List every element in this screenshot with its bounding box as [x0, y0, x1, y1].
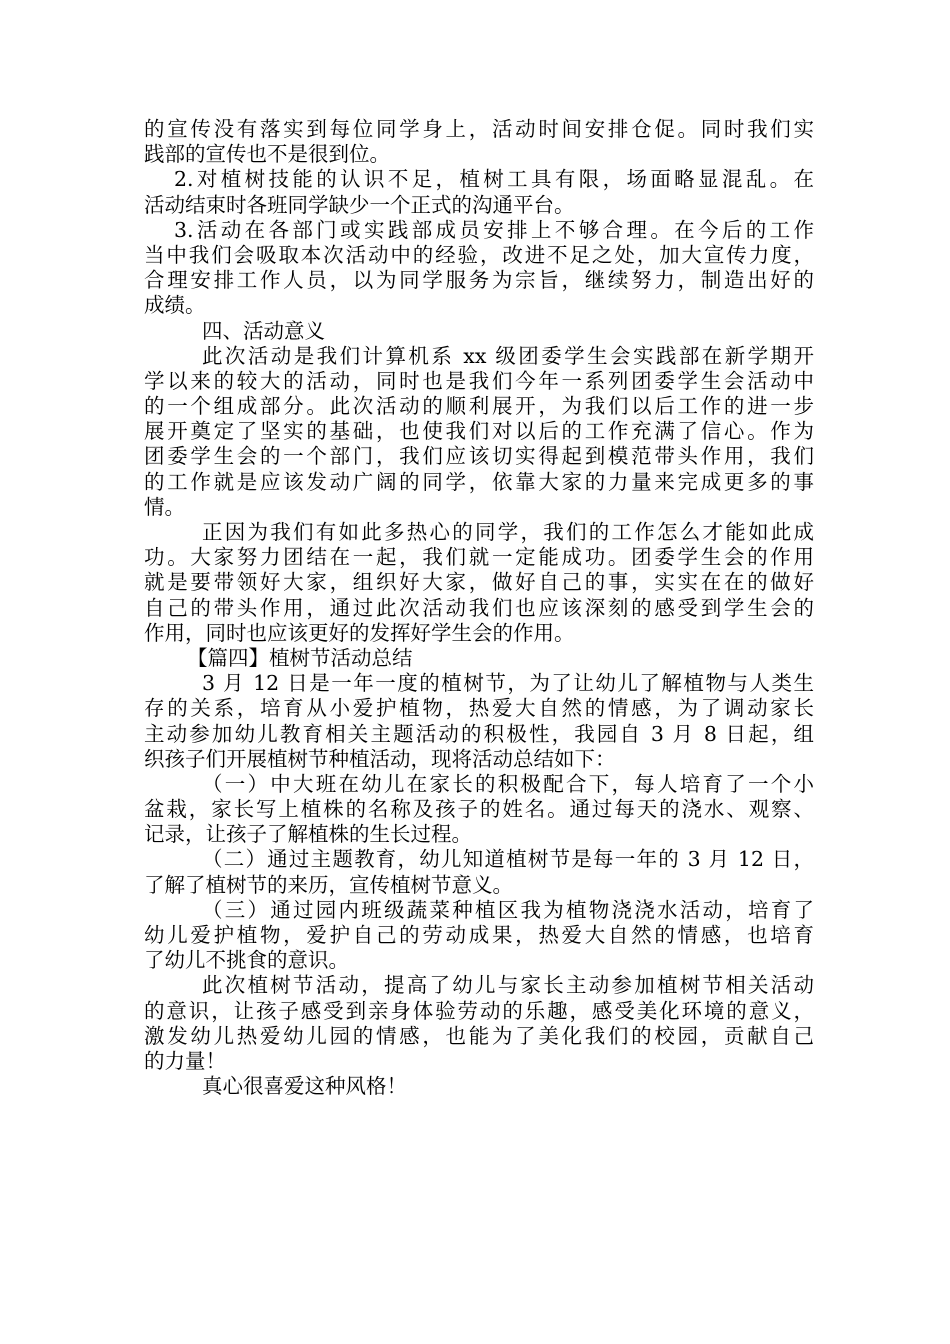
document-body [144, 117, 814, 1099]
text-line: 的工作就是应该发动广阔的同学，依靠大家的力量来完成更多的事 [144, 469, 814, 494]
text-line: 的一个组成部分。此次活动的顺利展开，为我们以后工作的进一步 [144, 394, 814, 419]
text-line: （三）通过园内班级蔬菜种植区我为植物浇浇水活动，培育了 [202, 897, 814, 922]
text-line: 践部的宣传也不是很到位。 [144, 142, 390, 167]
text-line: （一）中大班在幼儿在家长的积极配合下，每人培育了一个小 [202, 771, 814, 796]
text-line: 了解了植树节的来历，宣传植树节意义。 [144, 872, 513, 897]
text-line: 激发幼儿热爱幼儿园的情感，也能为了美化我们的校园，贡献自己 [144, 1023, 814, 1048]
text-line: 3 月 12 日是一年一度的植树节，为了让幼儿了解植物与人类生 [202, 671, 814, 696]
text-line: 2.对植树技能的认识不足，植树工具有限，场面略显混乱。在 [174, 167, 814, 192]
text-line: 主动参加幼儿教育相关主题活动的积极性，我园自 3 月 8 日起，组 [144, 721, 814, 746]
text-line: 3.活动在各部门或实践部成员安排上不够合理。在今后的工作 [174, 217, 814, 242]
text-line: 幼儿爱护植物，爱护自己的劳动成果，热爱大自然的情感，也培育 [144, 923, 814, 947]
text-line: 情。 [144, 494, 185, 519]
text-line: 作用，同时也应该更好的发挥好学生会的作用。 [144, 620, 575, 645]
text-line: 【篇四】植树节活动总结 [187, 645, 413, 670]
text-line: 正因为我们有如此多热心的同学，我们的工作怎么才能如此成 [202, 520, 814, 544]
text-line: 真心很喜爱这种风格！ [202, 1074, 407, 1099]
text-line: 活动结束时各班同学缺少一个正式的沟通平台。 [144, 192, 575, 217]
text-line: （二）通过主题教育，幼儿知道植树节是每一年的 3 月 12 日， [202, 847, 814, 872]
text-line: 成绩。 [144, 293, 206, 318]
text-line: 此次植树节活动，提高了幼儿与家长主动参加植树节相关活动 [202, 973, 814, 998]
text-line: 的力量！ [144, 1048, 226, 1073]
text-line: 就是要带领好大家，组织好大家，做好自己的事，实实在在的做好 [144, 570, 814, 595]
text-line: 学以来的较大的活动，同时也是我们今年一系列团委学生会活动中 [144, 368, 814, 393]
text-line: 四、活动意义 [202, 318, 325, 343]
text-line: 记录，让孩子了解植株的生长过程。 [144, 822, 472, 847]
text-line: 的意识，让孩子感受到亲身体验劳动的乐趣，感受美化环境的意义， [144, 998, 814, 1023]
text-line: 团委学生会的一个部门，我们应该切实得起到模范带头作用，我们 [144, 444, 814, 469]
text-line: 盆栽，家长写上植株的名称及孩子的姓名。通过每天的浇水、观察、 [144, 797, 814, 822]
text-line: 功。大家努力团结在一起，我们就一定能成功。团委学生会的作用 [144, 545, 814, 570]
text-line: 当中我们会吸取本次活动中的经验，改进不足之处，加大宣传力度， [144, 242, 814, 267]
text-line: 织孩子们开展植树节种植活动，现将活动总结如下： [144, 746, 616, 771]
text-line: 的宣传没有落实到每位同学身上，活动时间安排仓促。同时我们实 [144, 117, 814, 141]
text-line: 自己的带头作用，通过此次活动我们也应该深刻的感受到学生会的 [144, 595, 814, 620]
text-line: 存的关系，培育从小爱护植物，热爱大自然的情感，为了调动家长 [144, 696, 814, 721]
text-line: 合理安排工作人员，以为同学服务为宗旨，继续努力，制造出好的 [144, 268, 814, 293]
text-line: 展开奠定了坚实的基础，也使我们对以后的工作充满了信心。作为 [144, 419, 814, 444]
text-line: 了幼儿不挑食的意识。 [144, 948, 349, 973]
text-line: 此次活动是我们计算机系 xx 级团委学生会实践部在新学期开 [202, 343, 814, 368]
